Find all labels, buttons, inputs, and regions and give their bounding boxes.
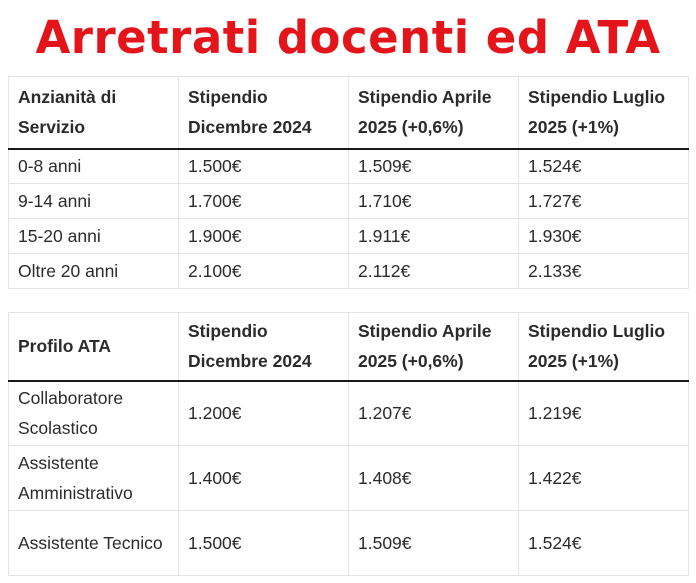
salary-cell: 2.112€ [349, 254, 519, 289]
salary-cell: 1.524€ [519, 149, 689, 184]
table-row [9, 184, 689, 219]
salary-cell: 1.509€ [349, 511, 519, 576]
salary-cell: 1.500€ [179, 511, 349, 576]
salary-cell: 1.207€ [349, 381, 519, 446]
column-header-april-2025: Stipendio Aprile 2025 (+0,6%) [349, 313, 519, 381]
seniority-cell: Oltre 20 anni [9, 254, 179, 289]
column-header-seniority: Anzianità di Servizio [9, 77, 179, 149]
table-header-row [9, 77, 689, 149]
table-row [9, 149, 689, 184]
salary-cell: 1.400€ [179, 446, 349, 511]
ata-salary-table [8, 312, 689, 576]
profile-cell: Collaboratore Scolastico [9, 381, 179, 446]
seniority-cell: 15-20 anni [9, 219, 179, 254]
column-header-july-2025: Stipendio Luglio 2025 (+1%) [519, 313, 689, 381]
salary-cell: 2.100€ [179, 254, 349, 289]
table-row [9, 381, 689, 446]
column-header-december-2024: Stipendio Dicembre 2024 [179, 77, 349, 149]
column-header-july-2025: Stipendio Luglio 2025 (+1%) [519, 77, 689, 149]
salary-cell: 1.930€ [519, 219, 689, 254]
page-title: Arretrati docenti ed ATA [35, 11, 661, 64]
salary-cell: 1.911€ [349, 219, 519, 254]
seniority-cell: 9-14 anni [9, 184, 179, 219]
table-row [9, 254, 689, 289]
table-row [9, 511, 689, 576]
salary-cell: 1.219€ [519, 381, 689, 446]
salary-cell: 1.200€ [179, 381, 349, 446]
seniority-cell: 0-8 anni [9, 149, 179, 184]
salary-cell: 1.509€ [349, 149, 519, 184]
docenti-salary-table [8, 76, 689, 289]
salary-cell: 2.133€ [519, 254, 689, 289]
salary-cell: 1.422€ [519, 446, 689, 511]
salary-cell: 1.727€ [519, 184, 689, 219]
column-header-december-2024: Stipendio Dicembre 2024 [179, 313, 349, 381]
salary-cell: 1.500€ [179, 149, 349, 184]
column-header-ata-profile: Profilo ATA [9, 313, 179, 381]
profile-cell: Assistente Amministrativo [9, 446, 179, 511]
salary-cell: 1.900€ [179, 219, 349, 254]
table-row [9, 446, 689, 511]
profile-cell: Assistente Tecnico [9, 511, 179, 576]
salary-cell: 1.524€ [519, 511, 689, 576]
salary-cell: 1.408€ [349, 446, 519, 511]
column-header-april-2025: Stipendio Aprile 2025 (+0,6%) [349, 77, 519, 149]
salary-cell: 1.700€ [179, 184, 349, 219]
table-header-row [9, 313, 689, 381]
table-row [9, 219, 689, 254]
salary-cell: 1.710€ [349, 184, 519, 219]
